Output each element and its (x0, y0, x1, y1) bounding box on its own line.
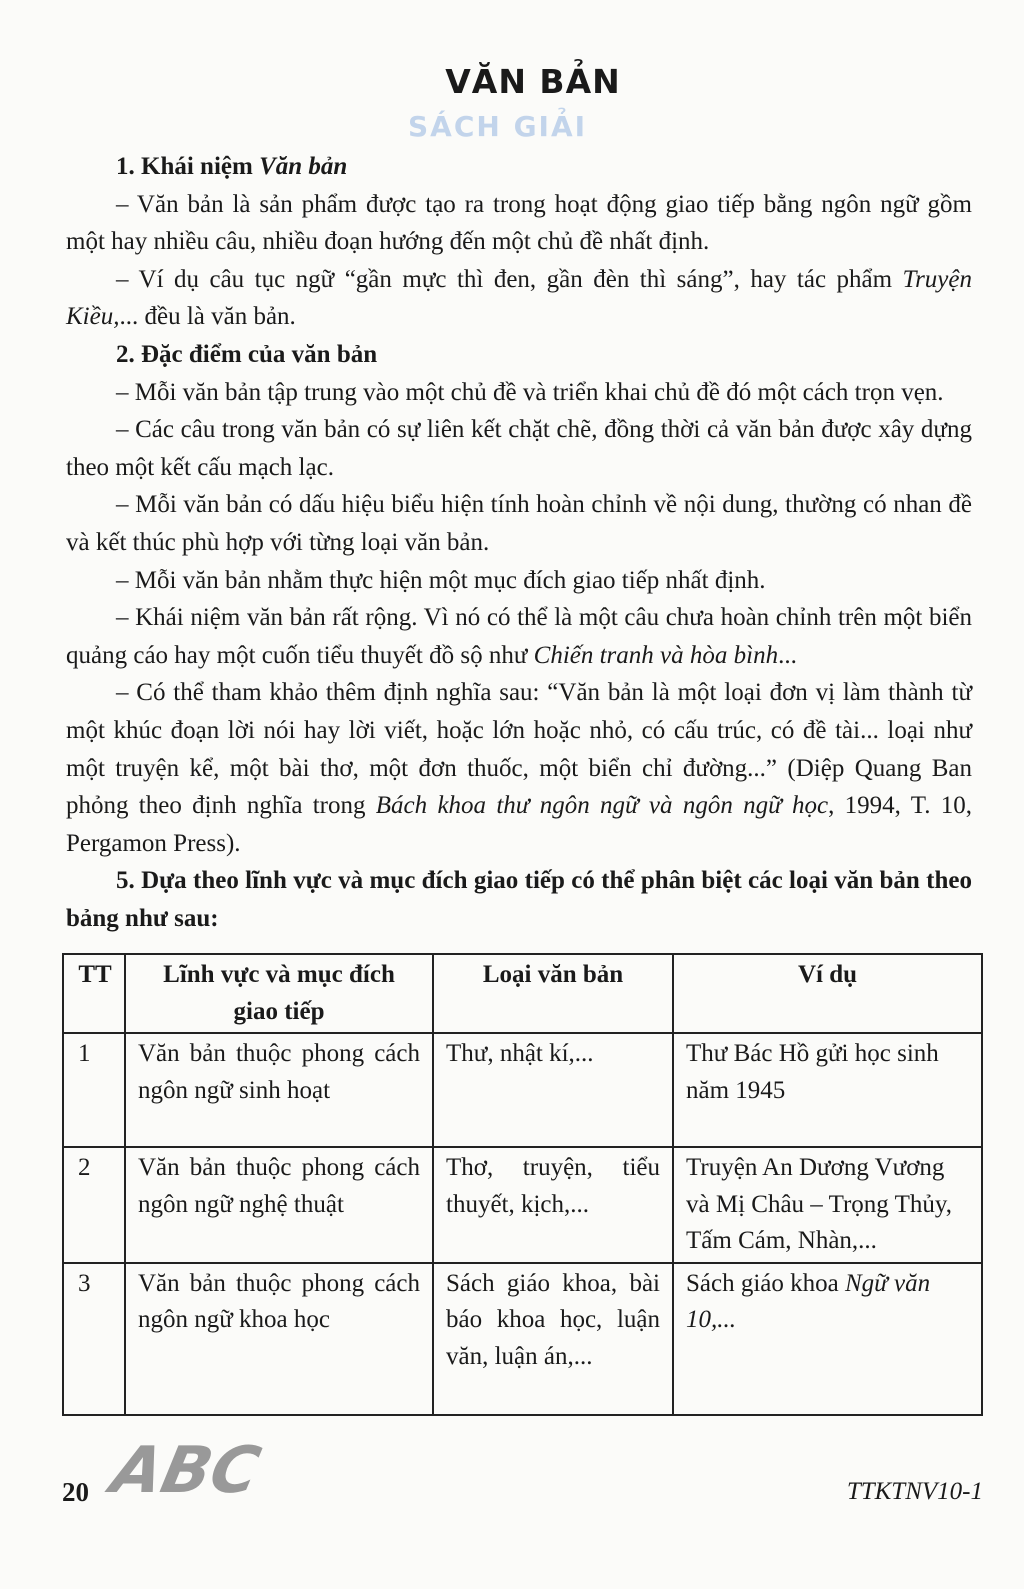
text: ... đều là văn bản. (119, 303, 296, 331)
paragraph (66, 261, 972, 336)
paragraph: – Mỗi văn bản tập trung vào một chủ đề và triển khai chủ đề đó một cách trọn vẹn. (116, 378, 944, 406)
document-body (66, 148, 972, 937)
cell-field: Văn bản thuộc phong cách ngôn ngữ nghệ thuật (125, 1147, 433, 1263)
paragraph (66, 599, 972, 674)
paragraph (66, 674, 972, 862)
text: – Khái niệm văn bản rất rộng. Vì nó có thể là một câu chưa hoàn chỉnh trên một biển quảng cáo hay một cuốn tiểu thuyết đồ sộ như (66, 604, 972, 669)
table-row (63, 1147, 982, 1263)
page-number: 20 (62, 1476, 89, 1507)
cell-tt: 2 (63, 1147, 125, 1263)
section-5-heading: 5. Dựa theo lĩnh vực và mục đích giao tiếp có thể phân biệt các loại văn bản theo bảng như sau: (66, 867, 972, 932)
text: – Ví dụ câu tục ngữ “gần mực thì đen, gần đèn thì sáng”, hay tác phẩm (116, 265, 903, 293)
cell-type: Thư, nhật kí,... (433, 1033, 673, 1147)
text: ... (778, 641, 797, 669)
italic-title: Truyện Kiều, (66, 265, 972, 331)
header-type: Loại văn bản (433, 954, 673, 1033)
italic-title: Chiến tranh và hòa bình (533, 641, 779, 669)
cell-field: Văn bản thuộc phong cách ngôn ngữ khoa học (125, 1263, 433, 1415)
abc-logo: ABC (105, 1433, 267, 1508)
page-footer (62, 1428, 983, 1508)
page-title: VĂN BẢN (445, 62, 621, 101)
heading-italic: Văn bản (259, 153, 348, 180)
paragraph: – Mỗi văn bản nhằm thực hiện một mục đích giao tiếp nhất định. (116, 566, 766, 594)
italic-title: Bách khoa thư ngôn ngữ và ngôn ngữ học (375, 792, 829, 820)
cell-tt: 1 (63, 1033, 125, 1147)
cell-example: Truyện An Dương Vương và Mị Châu – Trọng Thủy, Tấm Cám, Nhàn,... (673, 1147, 982, 1263)
header-example: Ví dụ (673, 954, 982, 1033)
italic-title: Ngữ văn 10,... (686, 1269, 931, 1334)
cell-field: Văn bản thuộc phong cách ngôn ngữ sinh hoạt (125, 1033, 433, 1147)
book-code: TTKTNV10-1 (846, 1477, 983, 1505)
table-row (63, 1033, 982, 1147)
paragraph: – Mỗi văn bản có dấu hiệu biểu hiện tính hoàn chỉnh về nội dung, thường có nhan đề và kết thúc phù hợp với từng loại văn bản. (66, 491, 972, 556)
cell-example (673, 1263, 982, 1415)
cell-type: Thơ, truyện, tiểu thuyết, kịch,... (433, 1147, 673, 1263)
section-2-heading: 2. Đặc điểm của văn bản (116, 340, 378, 368)
watermark: SÁCH GIẢI (408, 110, 588, 143)
text: – Có thể tham khảo thêm định nghĩa sau: “Văn bản là một loại đơn vị làm thành từ một khúc đoạn lời nói hay lời viết, hoặc lớn hoặc nhỏ, có cấu trúc, có đề tài... loại như một truyện kể, một bài thơ, một đơn thuốc, một biển chỉ đường...” (Diệp Quang Ban phỏng theo định nghĩa trong (66, 679, 972, 820)
section-1-heading (66, 148, 972, 186)
cell-type: Sách giáo khoa, bài báo khoa học, luận văn, luận án,... (433, 1263, 673, 1415)
cell-example: Thư Bác Hồ gửi học sinh năm 1945 (673, 1033, 982, 1147)
table-row (63, 1263, 982, 1415)
text: , 1994, T. 10, Pergamon Press). (66, 792, 972, 857)
text: Sách giáo khoa (686, 1269, 845, 1297)
text-types-table (62, 953, 983, 1416)
header-field: Lĩnh vực và mục đích giao tiếp (125, 954, 433, 1033)
cell-tt: 3 (63, 1263, 125, 1415)
table-header-row (63, 954, 982, 1033)
heading-text: 1. Khái niệm (116, 153, 260, 180)
header-tt: TT (63, 954, 125, 1033)
paragraph: – Văn bản là sản phẩm được tạo ra trong hoạt động giao tiếp bằng ngôn ngữ gồm một hay nhiều câu, nhiều đoạn hướng đến một chủ đề nhất định. (66, 190, 972, 256)
paragraph: – Các câu trong văn bản có sự liên kết chặt chẽ, đồng thời cả văn bản được xây dựng theo một kết cấu mạch lạc. (66, 416, 972, 481)
